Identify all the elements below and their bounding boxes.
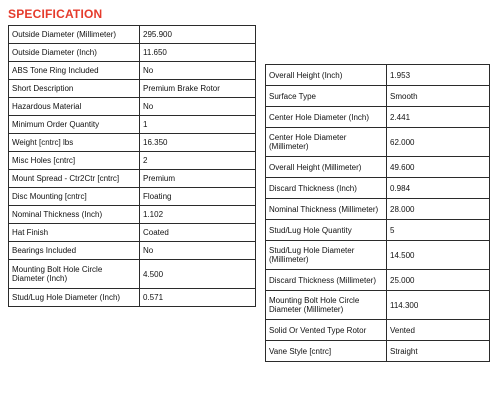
spec-value: 2	[140, 152, 256, 170]
table-row	[9, 242, 256, 260]
spec-value: 62.000	[387, 128, 490, 157]
table-row	[9, 260, 256, 289]
spec-value: 14.500	[387, 241, 490, 270]
spec-value: 11.650	[140, 44, 256, 62]
spec-value: Premium Brake Rotor	[140, 80, 256, 98]
spec-value: No	[140, 98, 256, 116]
spec-value: 28.000	[387, 199, 490, 220]
spec-value: 1.953	[387, 65, 490, 86]
spec-table-right	[265, 64, 490, 362]
spec-label: Outside Diameter (Inch)	[9, 44, 140, 62]
spec-label: Overall Height (Millimeter)	[266, 157, 387, 178]
spec-label: Hazardous Material	[9, 98, 140, 116]
table-row	[9, 188, 256, 206]
spec-label: Solid Or Vented Type Rotor	[266, 320, 387, 341]
table-row	[266, 86, 490, 107]
spec-label: Mount Spread - Ctr2Ctr [cntrc]	[9, 170, 140, 188]
table-row	[266, 220, 490, 241]
table-row	[9, 98, 256, 116]
spec-label: Misc Holes [cntrc]	[9, 152, 140, 170]
spec-value: 2.441	[387, 107, 490, 128]
table-row	[266, 65, 490, 86]
table-row	[9, 116, 256, 134]
spec-label: Bearings Included	[9, 242, 140, 260]
spec-value: 1	[140, 116, 256, 134]
spec-label: Minimum Order Quantity	[9, 116, 140, 134]
table-row	[266, 241, 490, 270]
spec-label: Stud/Lug Hole Quantity	[266, 220, 387, 241]
table-row	[9, 206, 256, 224]
table-row	[266, 341, 490, 362]
spec-label: Vane Style [cntrc]	[266, 341, 387, 362]
table-row	[266, 291, 490, 320]
spec-value: 25.000	[387, 270, 490, 291]
table-row	[9, 80, 256, 98]
spec-value: Floating	[140, 188, 256, 206]
spec-label: Mounting Bolt Hole Circle Diameter (Inch)	[9, 260, 140, 289]
spec-label: Short Description	[9, 80, 140, 98]
table-row	[9, 170, 256, 188]
table-row	[9, 134, 256, 152]
spec-value: 1.102	[140, 206, 256, 224]
spec-value: 295.900	[140, 26, 256, 44]
spec-label: Stud/Lug Hole Diameter (Millimeter)	[266, 241, 387, 270]
table-row	[9, 289, 256, 307]
spec-label: Surface Type	[266, 86, 387, 107]
spec-label: Outside Diameter (Millimeter)	[9, 26, 140, 44]
spec-label: Center Hole Diameter (Inch)	[266, 107, 387, 128]
table-row	[266, 128, 490, 157]
spec-value: Premium	[140, 170, 256, 188]
table-row	[266, 157, 490, 178]
table-row	[266, 107, 490, 128]
spec-label: Discard Thickness (Millimeter)	[266, 270, 387, 291]
spec-label: Nominal Thickness (Millimeter)	[266, 199, 387, 220]
spec-value: No	[140, 62, 256, 80]
spec-value: 114.300	[387, 291, 490, 320]
spec-label: Disc Mounting [cntrc]	[9, 188, 140, 206]
spec-value: Smooth	[387, 86, 490, 107]
table-row	[9, 62, 256, 80]
spec-value: 4.500	[140, 260, 256, 289]
spec-value: Coated	[140, 224, 256, 242]
spec-label: Mounting Bolt Hole Circle Diameter (Millimeter)	[266, 291, 387, 320]
spec-value: 0.984	[387, 178, 490, 199]
table-row	[9, 152, 256, 170]
spec-label: Overall Height (Inch)	[266, 65, 387, 86]
table-row	[9, 224, 256, 242]
table-row	[9, 44, 256, 62]
spec-value: 0.571	[140, 289, 256, 307]
spec-value: 49.600	[387, 157, 490, 178]
table-row	[9, 26, 256, 44]
spec-label: Nominal Thickness (Inch)	[9, 206, 140, 224]
table-row	[266, 320, 490, 341]
spec-value: 16.350	[140, 134, 256, 152]
spec-label: ABS Tone Ring Included	[9, 62, 140, 80]
spec-value: No	[140, 242, 256, 260]
spec-label: Center Hole Diameter (Millimeter)	[266, 128, 387, 157]
spec-value: Straight	[387, 341, 490, 362]
spec-label: Hat Finish	[9, 224, 140, 242]
spec-value: Vented	[387, 320, 490, 341]
table-row	[266, 199, 490, 220]
spec-table-left	[8, 25, 256, 307]
table-row	[266, 270, 490, 291]
spec-label: Discard Thickness (Inch)	[266, 178, 387, 199]
page-title: SPECIFICATION	[8, 7, 103, 21]
spec-value: 5	[387, 220, 490, 241]
table-row	[266, 178, 490, 199]
spec-label: Stud/Lug Hole Diameter (Inch)	[9, 289, 140, 307]
spec-label: Weight [cntrc] lbs	[9, 134, 140, 152]
